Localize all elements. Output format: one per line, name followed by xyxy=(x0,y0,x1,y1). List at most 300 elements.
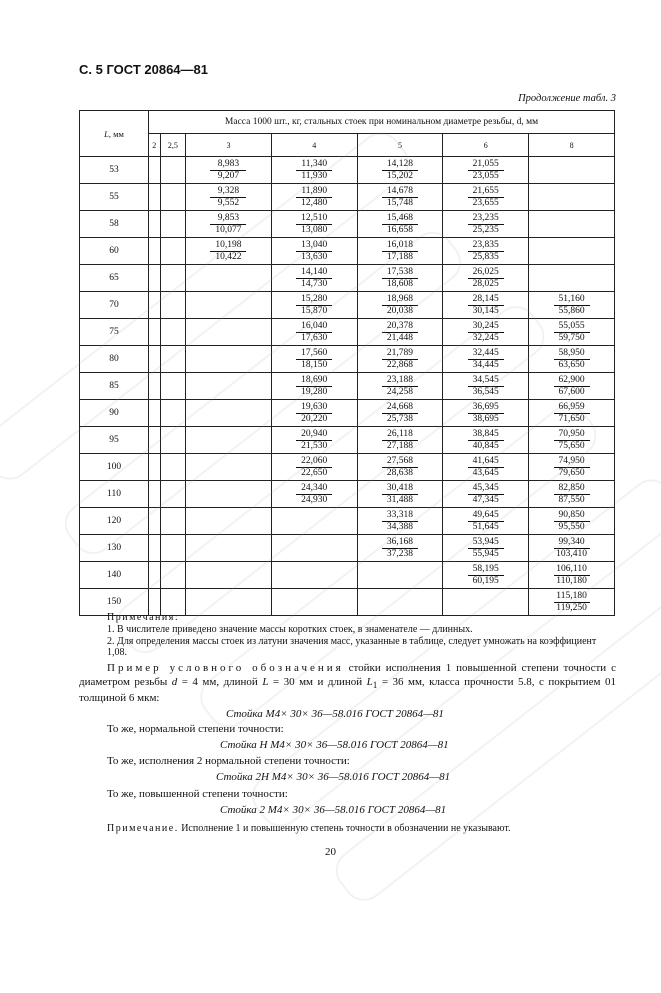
example-text-2: = 4 мм, длиной xyxy=(177,675,263,688)
mass-long: 15,870 xyxy=(301,305,328,316)
mass-fraction xyxy=(468,402,504,425)
mass-cell xyxy=(160,454,185,481)
mass-cell xyxy=(149,319,161,346)
mass-long: 18,150 xyxy=(301,359,328,370)
mass-cell xyxy=(271,184,357,211)
note-2: 2. Для определения массы стоек из латуни значения масс, указанные в таблице, следует умножать на коэффициент 1,08. xyxy=(107,635,597,659)
mass-cell xyxy=(529,265,615,292)
mass-cell xyxy=(271,535,357,562)
example-text-3: = 30 мм и длиной xyxy=(268,675,367,688)
mass-short: 30,418 xyxy=(382,483,418,495)
notes-title: Примечания: xyxy=(107,612,180,623)
mass-long: 21,448 xyxy=(386,332,414,343)
mass-cell xyxy=(149,535,161,562)
mass-short: 58,195 xyxy=(468,564,504,576)
mass-long: 32,245 xyxy=(472,332,499,343)
mass-fraction xyxy=(382,186,418,209)
mass-cell xyxy=(271,400,357,427)
table-row xyxy=(80,346,615,373)
mass-long: 75,650 xyxy=(558,440,585,451)
mass-long: 30,145 xyxy=(472,305,499,316)
mass-long: 10,422 xyxy=(215,251,242,262)
mass-cell xyxy=(443,346,529,373)
mass-cell xyxy=(160,400,185,427)
designation-2: Стойка Н М4× 30× 36—58.016 ГОСТ 20864—81 xyxy=(220,739,449,751)
mass-cell xyxy=(271,157,357,184)
mass-cell xyxy=(357,211,443,238)
mass-short: 45,345 xyxy=(468,483,504,495)
mass-long: 37,238 xyxy=(386,548,414,559)
mass-cell xyxy=(357,481,443,508)
mass-fraction xyxy=(382,213,418,236)
table-row xyxy=(80,211,615,238)
mass-short: 34,545 xyxy=(468,375,504,387)
mass-cell xyxy=(186,562,272,589)
mass-long: 28,025 xyxy=(472,278,499,289)
mass-long: 103,410 xyxy=(556,548,587,559)
mass-long: 21,530 xyxy=(301,440,328,451)
mass-fraction xyxy=(382,537,418,560)
table-body xyxy=(80,157,615,616)
length-cell: 53 xyxy=(80,157,149,184)
diameter-header-3: 4 xyxy=(271,134,357,157)
final-note-label: Примечание. xyxy=(107,823,179,834)
mass-fraction xyxy=(468,267,504,290)
mass-short: 24,668 xyxy=(382,402,418,414)
example-line-2: То же, нормальной степени точности: xyxy=(107,723,284,735)
mass-cell xyxy=(271,319,357,346)
mass-fraction xyxy=(468,240,504,263)
mass-cell xyxy=(443,373,529,400)
l-column-header: L, мм xyxy=(80,111,149,157)
mass-long: 22,868 xyxy=(386,359,414,370)
example-line-4: То же, повышенной степени точности: xyxy=(107,788,288,800)
mass-fraction xyxy=(468,456,504,479)
mass-short: 70,950 xyxy=(554,429,590,441)
mass-short: 62,900 xyxy=(554,375,590,387)
mass-cell xyxy=(271,211,357,238)
mass-fraction xyxy=(382,294,418,317)
mass-long: 43,645 xyxy=(472,467,499,478)
mass-short: 15,280 xyxy=(296,294,332,306)
mass-cell xyxy=(160,346,185,373)
note-1: 1. В числителе приведено значение массы коротких стоек, в знаменателе — длинных. xyxy=(107,623,473,635)
table-row xyxy=(80,373,615,400)
mass-fraction xyxy=(468,483,504,506)
mass-cell xyxy=(160,373,185,400)
mass-long: 36,545 xyxy=(472,386,499,397)
mass-cell xyxy=(160,292,185,319)
mass-short: 33,318 xyxy=(382,510,418,522)
mass-cell xyxy=(443,184,529,211)
mass-fraction xyxy=(382,375,418,398)
mass-cell xyxy=(529,319,615,346)
mass-cell xyxy=(186,427,272,454)
table-row xyxy=(80,427,615,454)
mass-long: 55,945 xyxy=(472,548,499,559)
mass-short: 9,328 xyxy=(210,186,246,198)
diameter-header-0: 2 xyxy=(149,134,161,157)
mass-cell xyxy=(357,292,443,319)
final-note xyxy=(107,823,510,834)
mass-cell xyxy=(357,373,443,400)
mass-cell xyxy=(271,238,357,265)
mass-cell xyxy=(443,454,529,481)
mass-cell xyxy=(186,400,272,427)
mass-short: 38,845 xyxy=(468,429,504,441)
mass-fraction xyxy=(382,267,418,290)
mass-long: 15,202 xyxy=(386,170,414,181)
mass-cell xyxy=(149,265,161,292)
mass-cell xyxy=(443,400,529,427)
mass-short: 26,025 xyxy=(468,267,504,279)
mass-long: 24,258 xyxy=(386,386,414,397)
mass-fraction xyxy=(382,456,418,479)
mass-long: 25,235 xyxy=(472,224,499,235)
mass-cell xyxy=(160,535,185,562)
mass-short: 8,983 xyxy=(210,159,246,171)
mass-fraction xyxy=(296,402,332,425)
mass-long: 31,488 xyxy=(386,494,414,505)
mass-fraction xyxy=(210,240,246,263)
mass-long: 16,658 xyxy=(386,224,414,235)
mass-cell xyxy=(149,211,161,238)
mass-short: 53,945 xyxy=(468,537,504,549)
mass-long: 25,738 xyxy=(386,413,414,424)
mass-long: 22,650 xyxy=(301,467,328,478)
mass-long: 87,550 xyxy=(558,494,585,505)
mass-cell xyxy=(271,265,357,292)
table-row xyxy=(80,265,615,292)
table-row xyxy=(80,454,615,481)
mass-cell xyxy=(443,211,529,238)
mass-cell xyxy=(443,535,529,562)
mass-short: 16,018 xyxy=(382,240,418,252)
mass-fraction xyxy=(296,456,332,479)
mass-cell xyxy=(357,346,443,373)
mass-short: 26,118 xyxy=(382,429,418,441)
mass-long: 34,388 xyxy=(386,521,414,532)
mass-cell xyxy=(271,373,357,400)
mass-short: 115,180 xyxy=(554,591,590,603)
mass-long: 110,180 xyxy=(556,575,587,586)
mass-fraction xyxy=(554,456,590,479)
mass-cell xyxy=(357,184,443,211)
mass-long: 23,055 xyxy=(472,170,499,181)
mass-cell xyxy=(160,508,185,535)
mass-long: 20,038 xyxy=(386,305,414,316)
mass-fraction xyxy=(296,375,332,398)
mass-long: 15,748 xyxy=(386,197,414,208)
mass-cell xyxy=(443,265,529,292)
length-cell: 58 xyxy=(80,211,149,238)
notes-block xyxy=(79,612,616,659)
designation-1: Стойка М4× 30× 36—58.016 ГОСТ 20864—81 xyxy=(226,708,444,720)
mass-cell xyxy=(186,265,272,292)
mass-cell xyxy=(443,481,529,508)
mass-short: 11,890 xyxy=(296,186,332,198)
mass-long: 13,080 xyxy=(301,224,328,235)
example-l1: L xyxy=(366,675,373,688)
mass-short: 41,645 xyxy=(468,456,504,468)
mass-cell xyxy=(149,427,161,454)
mass-short: 17,560 xyxy=(296,348,332,360)
mass-fraction xyxy=(382,348,418,371)
mass-cell xyxy=(271,481,357,508)
mass-cell xyxy=(149,346,161,373)
mass-short: 21,055 xyxy=(468,159,504,171)
mass-short: 82,850 xyxy=(554,483,590,495)
mass-cell xyxy=(357,265,443,292)
mass-cell xyxy=(529,292,615,319)
length-cell: 140 xyxy=(80,562,149,589)
mass-cell xyxy=(149,562,161,589)
diameter-header-4: 5 xyxy=(357,134,443,157)
mass-cell xyxy=(160,211,185,238)
mass-cell xyxy=(357,238,443,265)
mass-short: 23,235 xyxy=(468,213,504,225)
mass-fraction xyxy=(554,591,590,614)
mass-short: 23,835 xyxy=(468,240,504,252)
mass-short: 18,690 xyxy=(296,375,332,387)
mass-short: 16,040 xyxy=(296,321,332,333)
mass-cell xyxy=(186,211,272,238)
mass-fraction xyxy=(382,240,418,263)
mass-short: 9,853 xyxy=(210,213,246,225)
mass-cell xyxy=(357,454,443,481)
mass-fraction xyxy=(554,375,590,398)
mass-cell xyxy=(149,373,161,400)
mass-short: 99,340 xyxy=(554,537,590,549)
mass-cell xyxy=(529,238,615,265)
mass-table xyxy=(79,110,615,616)
mass-fraction xyxy=(554,294,590,317)
diameter-header-1: 2,5 xyxy=(160,134,185,157)
mass-fraction xyxy=(296,321,332,344)
mass-cell xyxy=(357,319,443,346)
mass-short: 20,378 xyxy=(382,321,418,333)
mass-cell xyxy=(529,562,615,589)
mass-long: 17,188 xyxy=(386,251,414,262)
mass-long: 19,280 xyxy=(301,386,328,397)
mass-cell xyxy=(160,319,185,346)
mass-short: 22,060 xyxy=(296,456,332,468)
mass-fraction xyxy=(468,159,504,182)
mass-short: 32,445 xyxy=(468,348,504,360)
mass-group-header: Масса 1000 шт., кг, стальных стоек при номинальном диаметре резьбы, d, мм xyxy=(149,111,615,134)
table-row xyxy=(80,562,615,589)
mass-fraction xyxy=(468,537,504,560)
mass-fraction xyxy=(554,429,590,452)
table-row xyxy=(80,184,615,211)
mass-long: 59,750 xyxy=(558,332,585,343)
mass-short: 55,055 xyxy=(554,321,590,333)
mass-long: 23,655 xyxy=(472,197,499,208)
mass-cell xyxy=(271,292,357,319)
length-cell: 75 xyxy=(80,319,149,346)
mass-long: 24,930 xyxy=(301,494,328,505)
mass-cell xyxy=(149,400,161,427)
mass-short: 18,968 xyxy=(382,294,418,306)
mass-fraction xyxy=(296,483,332,506)
length-cell: 110 xyxy=(80,481,149,508)
mass-short: 17,538 xyxy=(382,267,418,279)
mass-cell xyxy=(529,535,615,562)
length-cell: 130 xyxy=(80,535,149,562)
mass-cell xyxy=(529,400,615,427)
mass-short: 20,940 xyxy=(296,429,332,441)
mass-fraction xyxy=(382,321,418,344)
mass-long: 79,650 xyxy=(558,467,585,478)
mass-cell xyxy=(443,238,529,265)
mass-fraction xyxy=(296,213,332,236)
mass-long: 9,552 xyxy=(217,197,240,208)
mass-cell xyxy=(443,157,529,184)
mass-long: 14,730 xyxy=(301,278,328,289)
mass-short: 14,128 xyxy=(382,159,418,171)
mass-cell xyxy=(529,346,615,373)
mass-cell xyxy=(529,211,615,238)
mass-cell xyxy=(160,238,185,265)
mass-long: 12,480 xyxy=(301,197,328,208)
mass-cell xyxy=(186,319,272,346)
mass-long: 51,645 xyxy=(472,521,499,532)
mass-fraction xyxy=(210,159,246,182)
mass-cell xyxy=(443,508,529,535)
mass-fraction xyxy=(468,321,504,344)
mass-cell xyxy=(357,508,443,535)
mass-short: 28,145 xyxy=(468,294,504,306)
mass-cell xyxy=(529,373,615,400)
example-line-3: То же, исполнения 2 нормальной степени точности: xyxy=(107,755,350,767)
mass-short: 58,950 xyxy=(554,348,590,360)
designation-3: Стойка 2Н М4× 30× 36—58.016 ГОСТ 20864—81 xyxy=(216,771,451,783)
mass-short: 66,959 xyxy=(554,402,590,414)
length-cell: 85 xyxy=(80,373,149,400)
mass-short: 49,645 xyxy=(468,510,504,522)
mass-fraction xyxy=(382,402,418,425)
mass-cell xyxy=(149,481,161,508)
mass-long: 95,550 xyxy=(558,521,585,532)
example-text-1: стойки исполнения 1 повышенной степени точности с диаметром резьбы xyxy=(79,662,616,688)
mass-long: 9,207 xyxy=(217,170,240,181)
mass-cell xyxy=(529,427,615,454)
length-cell: 100 xyxy=(80,454,149,481)
mass-short: 12,510 xyxy=(296,213,332,225)
mass-cell xyxy=(149,238,161,265)
mass-short: 14,140 xyxy=(296,267,332,279)
mass-fraction xyxy=(382,510,418,533)
mass-short: 27,568 xyxy=(382,456,418,468)
mass-fraction xyxy=(554,537,590,560)
mass-long: 17,630 xyxy=(301,332,328,343)
length-cell: 90 xyxy=(80,400,149,427)
mass-long: 40,845 xyxy=(472,440,499,451)
table-row xyxy=(80,535,615,562)
mass-fraction xyxy=(554,510,590,533)
mass-cell xyxy=(160,562,185,589)
mass-cell xyxy=(149,508,161,535)
length-cell: 120 xyxy=(80,508,149,535)
mass-long: 28,638 xyxy=(386,467,414,478)
mass-fraction xyxy=(468,510,504,533)
example-l1-sub: 1 xyxy=(372,679,378,690)
mass-short: 106,110 xyxy=(554,564,590,576)
mass-fraction xyxy=(554,402,590,425)
mass-short: 14,678 xyxy=(382,186,418,198)
mass-cell xyxy=(160,481,185,508)
page-header: С. 5 ГОСТ 20864—81 xyxy=(79,62,208,77)
table-row xyxy=(80,238,615,265)
example-paragraph xyxy=(79,662,616,706)
mass-fraction xyxy=(554,483,590,506)
mass-cell xyxy=(529,481,615,508)
table-row xyxy=(80,400,615,427)
length-cell: 70 xyxy=(80,292,149,319)
example-text-4: = 36 мм, класса прочности 5.8, с покрытием 01 толщиной 6 мкм: xyxy=(79,675,616,705)
mass-cell xyxy=(357,157,443,184)
mass-fraction xyxy=(296,348,332,371)
mass-cell xyxy=(149,157,161,184)
mass-long: 13,630 xyxy=(301,251,328,262)
mass-fraction xyxy=(382,483,418,506)
mass-long: 27,188 xyxy=(386,440,414,451)
mass-fraction xyxy=(468,429,504,452)
mass-long: 67,600 xyxy=(558,386,585,397)
mass-cell xyxy=(149,454,161,481)
page-number: 20 xyxy=(325,846,336,858)
diameter-header-row xyxy=(80,134,615,157)
mass-fraction xyxy=(296,240,332,263)
mass-cell xyxy=(443,319,529,346)
mass-fraction xyxy=(296,267,332,290)
mass-long: 25,835 xyxy=(472,251,499,262)
mass-cell xyxy=(529,157,615,184)
designation-4: Стойка 2 М4× 30× 36—58.016 ГОСТ 20864—81 xyxy=(220,804,447,816)
mass-cell xyxy=(160,265,185,292)
mass-long: 119,250 xyxy=(556,602,587,613)
mass-short: 10,198 xyxy=(210,240,246,252)
length-cell: 60 xyxy=(80,238,149,265)
table-row xyxy=(80,508,615,535)
mass-long: 34,445 xyxy=(472,359,499,370)
mass-cell xyxy=(149,184,161,211)
mass-fraction xyxy=(210,213,246,236)
mass-long: 10,077 xyxy=(215,224,242,235)
mass-cell xyxy=(357,427,443,454)
mass-cell xyxy=(357,400,443,427)
mass-cell xyxy=(186,454,272,481)
mass-short: 23,188 xyxy=(382,375,418,387)
mass-short: 21,789 xyxy=(382,348,418,360)
mass-fraction xyxy=(468,186,504,209)
mass-cell xyxy=(357,562,443,589)
mass-cell xyxy=(186,508,272,535)
mass-cell xyxy=(529,454,615,481)
mass-long: 55,860 xyxy=(558,305,585,316)
mass-long: 47,345 xyxy=(472,494,499,505)
length-cell: 55 xyxy=(80,184,149,211)
mass-fraction xyxy=(468,348,504,371)
mass-long: 11,930 xyxy=(301,170,328,181)
mass-fraction xyxy=(296,294,332,317)
mass-cell xyxy=(443,562,529,589)
mass-long: 63,650 xyxy=(558,359,585,370)
mass-cell xyxy=(186,346,272,373)
example-d: d xyxy=(171,675,178,688)
final-note-text: Исполнение 1 и повышенную степень точности в обозначении не указывают. xyxy=(178,823,511,834)
mass-long: 38,695 xyxy=(472,413,499,424)
